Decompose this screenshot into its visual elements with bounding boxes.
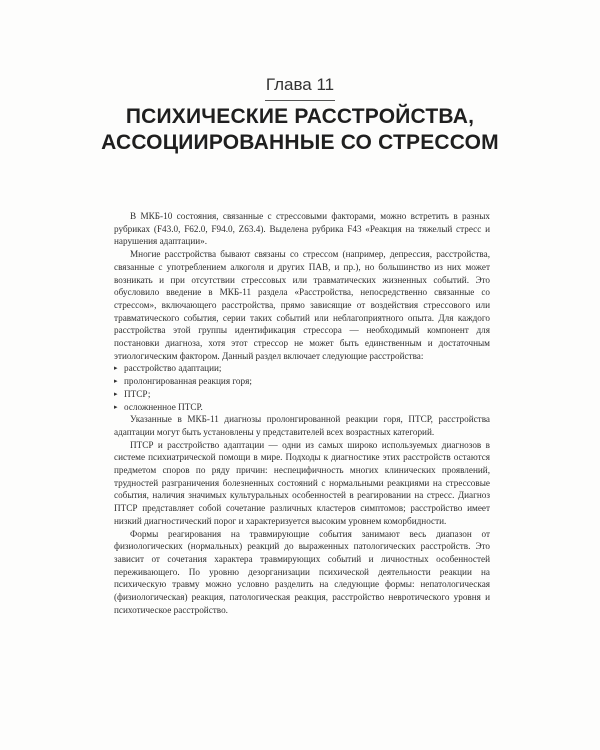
list-item-text: осложненное ПТСР. [124, 401, 203, 412]
list-item [114, 401, 490, 414]
chapter-title-line-2: АССОЦИИРОВАННЫЕ СО СТРЕССОМ [101, 131, 499, 154]
chapter-title [0, 104, 600, 156]
list-item [114, 362, 490, 375]
paragraph-5: Формы реагирования на травмирующие события занимают весь диапазон от физиологических (нормальных) реакций до выраженных патологических расстройств. Это зависит от сочетания характера травмирующих событий и личностных особенностей переживающего. По уровню дезорганизации психической деятельности реакции на психическую травму можно условно разделить на следующие формы: непатологическая (физиологическая) реакция, патологическая реакция, расстройство невротического уровня и психотическое расстройство. [114, 528, 490, 615]
chapter-number: Глава 11 [265, 75, 335, 94]
bullet-icon: ▸ [114, 402, 118, 411]
bullet-icon: ▸ [114, 389, 118, 398]
chapter-rule-divider [265, 100, 335, 101]
bullet-icon: ▸ [114, 364, 118, 373]
paragraph-3: Указанные в МКБ-11 диагнозы пролонгированной реакции горя, ПТСР, расстройства адаптации могут быть установлены у представителей всех возрастных категорий. [114, 414, 490, 437]
paragraph-2: Многие расстройства бывают связаны со стрессом (например, депрессия, расстройства, связанные с употреблением алкоголя и других ПАВ, и пр.), но большинство из них может возникать и при отсутствии стрессовых или травматических жизненных событий. Это обусловило введение в МКБ-11 раздела «Расстройства, непосредственно связанные со стрессом», включающего расстройства, прямо зависящие от воздействия стрессового или травматического события, серии таких событий или неблагоприятного опыта. Для каждого расстройства этой группы идентификация стрессора — необходимый компонент для постановки диагноза, хотя этот стрессор не может быть единственным и достаточным этиологическим фактором. Данный раздел включает следующие расстройства: [114, 249, 490, 361]
body-text [114, 210, 490, 617]
list-item-text: пролонгированная реакция горя; [124, 376, 252, 387]
list-item-text: расстройство адаптации; [124, 363, 222, 374]
list-item-text: ПТСР; [124, 388, 151, 399]
disorder-list [114, 362, 490, 413]
list-item [114, 375, 490, 388]
paragraph-4: ПТСР и расстройство адаптации — одни из самых широко используемых диагнозов в системе психиатрической помощи в мире. Подходы к диагностике этих расстройств остаются предметом споров по ряду причин: неспецифичность многих клинических проявлений, трудностей разграничения болезненных состояний с нормальными реакциями на стрессовые события, наличия значимых культуральных особенностей в реагировании на стресс. Диагноз ПТСР представляет собой сочетание различных кластеров симптомов; расстройство имеет низкий диагностический порог и характеризуется высоким уровнем коморбидности. [114, 439, 490, 526]
chapter-title-line-1: ПСИХИЧЕСКИЕ РАССТРОЙСТВА, [125, 105, 475, 128]
bullet-icon: ▸ [114, 377, 118, 386]
list-item [114, 388, 490, 401]
paragraph-1: В МКБ-10 состояния, связанные с стрессовыми факторами, можно встретить в разных рубриках (F43.0, F62.0, F94.0, Z63.4). Выделена рубрика F43 «Реакция на тяжелый стресс и нарушения адаптации». [114, 211, 490, 247]
